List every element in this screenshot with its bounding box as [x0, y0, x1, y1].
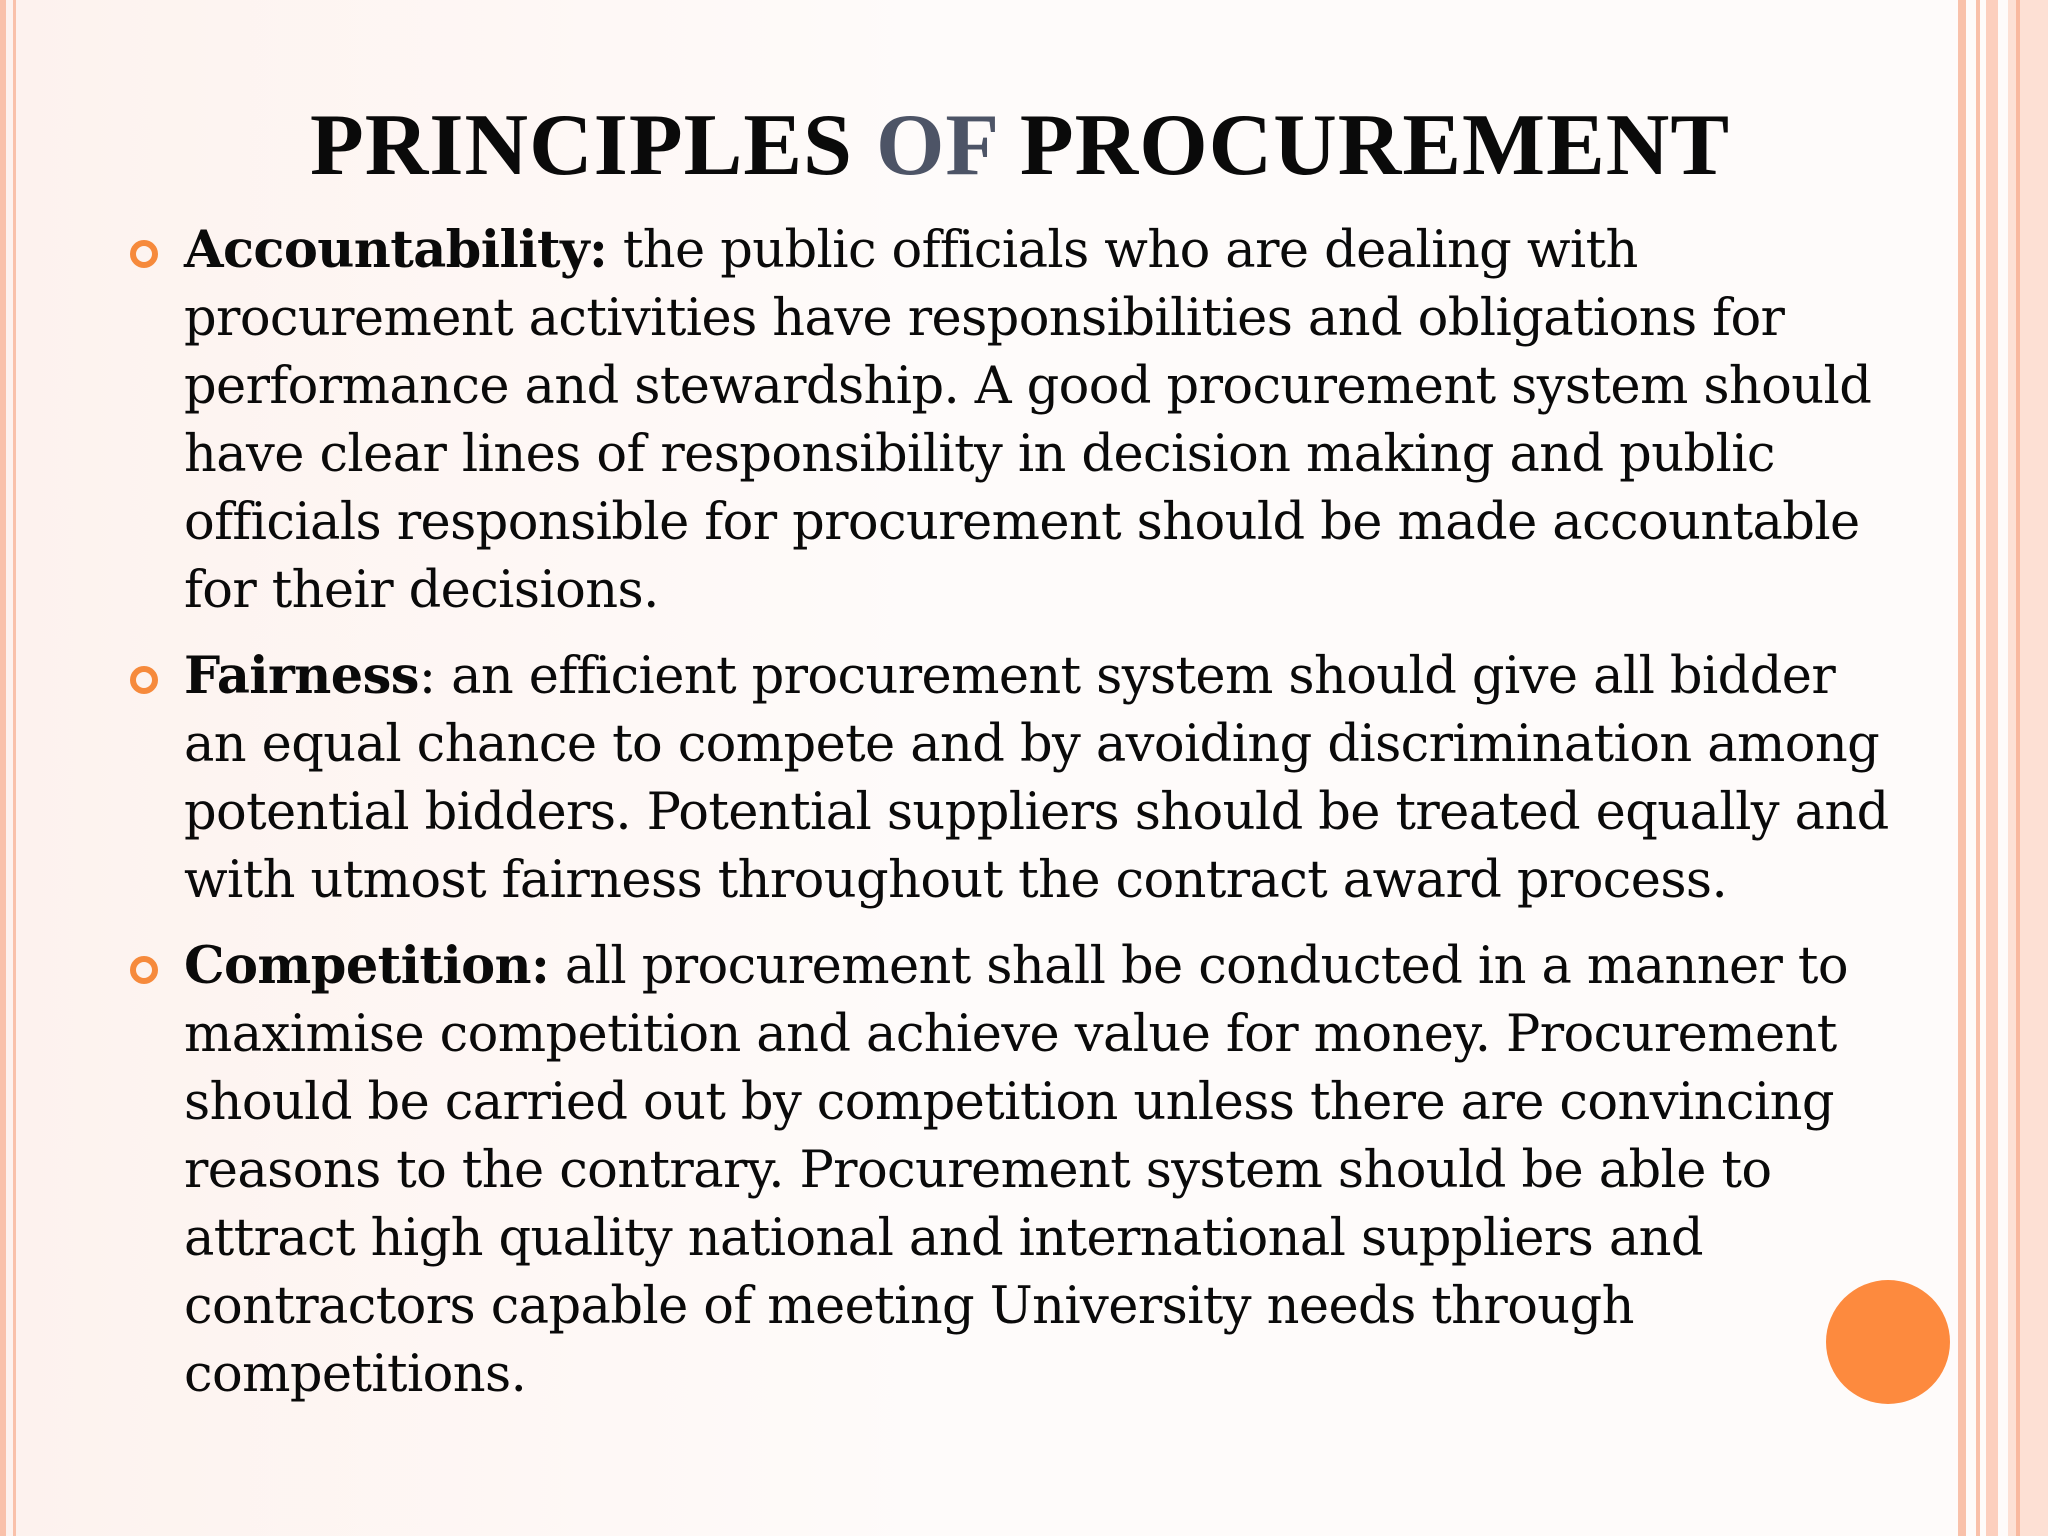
bullet-accountability [130, 216, 1910, 625]
bullet-text: : an efficient procurement system should give all bidder an equal chance to compete and by avoiding discrimination among potential bidders. Potential suppliers should be treated equally and with utmost fairness throughout the contract award process. [184, 647, 1889, 910]
bullet-ring-icon [130, 666, 158, 694]
bullet-list [130, 216, 1910, 1426]
right-edge-line-3 [1986, 0, 1998, 1536]
left-edge-line [0, 0, 6, 1536]
right-edge-line-4 [2016, 0, 2020, 1536]
title-part-procurement: PROCUREMENT [996, 97, 1731, 194]
bullet-ring-icon [130, 240, 158, 268]
bullet-competition [130, 932, 1910, 1409]
bullet-term: Accountability: [184, 220, 608, 280]
right-edge-band [2008, 0, 2048, 1536]
bullet-term: Fairness [184, 646, 419, 706]
title-part-principles: PRINCIPLES [309, 97, 876, 194]
decorative-orange-circle [1826, 1280, 1950, 1404]
right-edge-line-1 [1958, 0, 1966, 1536]
right-edge-line-2 [1976, 0, 1980, 1536]
left-edge-line-inner [13, 0, 16, 1536]
slide-title [160, 96, 1880, 196]
bullet-ring-icon [130, 956, 158, 984]
bullet-text: the public officials who are dealing with procurement activities have responsibilities and obligations for performance and stewardship. A good procurement system should have clear lines of responsibility in decision making and public officials responsible for procurement should be made accountable for their decisions. [184, 221, 1872, 620]
bullet-fairness [130, 642, 1910, 915]
bullet-text: all procurement shall be conducted in a manner to maximise competition and achieve value for money. Procurement should be carried out by competition unless there are convincing reasons to the contrary. Procurement system should be able to attract high quality national and international suppliers and contractors capable of meeting University needs through competitions. [184, 937, 1848, 1404]
bullet-term: Competition: [184, 936, 550, 996]
title-part-of: OF [875, 97, 997, 194]
